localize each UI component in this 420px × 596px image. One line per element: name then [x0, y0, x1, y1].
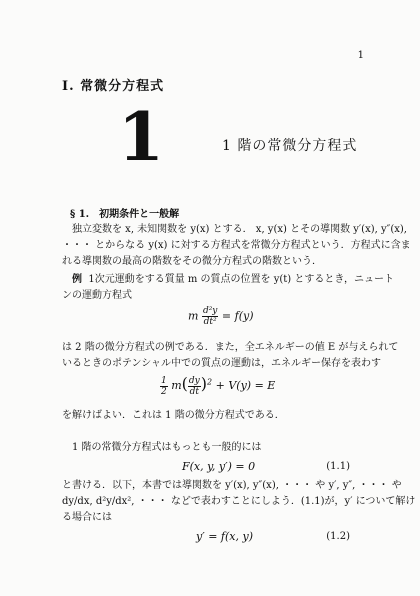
eq-energy-inner-num: dy	[188, 375, 200, 386]
para2-line2: いるときのポテンシャル中での質点の運動は，エネルギー保存を表わす	[62, 358, 382, 369]
chapter-number: 1	[118, 98, 164, 176]
eq-energy-inner-den: dt	[189, 386, 200, 397]
example-label: 例	[72, 274, 82, 285]
eq-energy-den: 2	[161, 386, 167, 397]
part-heading: I. 常微分方程式	[62, 79, 165, 94]
equation-1-2-label: (1.2)	[326, 531, 350, 542]
eq-energy-sup: 2	[207, 377, 213, 387]
para4: 1 階の常微分方程式はもっとも一般的には	[72, 442, 262, 453]
eq-energy-mass: m	[171, 379, 182, 392]
example-line2: ンの運動方程式	[62, 290, 132, 301]
para5-line2: dy/dx, d²y/dx², ・・・ などで表わすことにしよう．(1.1)が，y′ について解け	[62, 496, 416, 507]
example-line1	[72, 272, 394, 288]
page-number: 1	[357, 50, 364, 61]
example-text-1: 1次元運動をする質量 m の質点の位置を y(t) とするとき，ニュート	[88, 274, 394, 285]
equation-energy: $\frac{1}{2}$ m( $\frac{dy}{dt}$ )$^2$ + V(y) = E	[161, 374, 276, 397]
equation-1-1-label: (1.1)	[326, 461, 350, 472]
eq-newton-rhs: = f(y)	[221, 309, 254, 323]
para1-line1: 独立変数を x, 未知関数を y(x) とする． x, y(x) とその導関数 y′(x), y″(x),	[72, 224, 407, 235]
eq-energy-num: 1	[161, 375, 167, 386]
eq-newton-factor: m	[188, 309, 199, 323]
eq-energy-deriv	[188, 376, 201, 397]
equation-newton	[188, 306, 254, 327]
section-heading: § 1. 初期条件と一般解	[70, 209, 180, 220]
para1-line3: れる導関数の最高の階数をその微分方程式の階数という．	[62, 256, 322, 267]
equation-1-1: F(x, y, y′) = 0	[182, 460, 256, 473]
para1-line2: ・・・ とからなる y(x) に対する方程式を常微分方程式という．方程式に含ま	[62, 240, 411, 251]
eq-newton-den: dt²	[203, 317, 217, 327]
para5-line1: と書ける．以下，本書では導関数を y′(x), y″(x), ・・・ や y′, y″, ・・・ や	[62, 480, 402, 491]
eq-energy-rhs: + V(y) = E	[215, 379, 276, 392]
para5-line3: る場合には	[62, 512, 112, 523]
para3: を解けばよい．これは 1 階の微分方程式である．	[62, 410, 285, 421]
equation-1-2: y′ = f(x, y)	[196, 530, 253, 543]
para2-line1: は 2 階の微分方程式の例である．また，全エネルギーの値 E が与えられて	[62, 342, 399, 353]
eq-newton-num: d²y	[202, 306, 218, 316]
eq-newton-fraction	[202, 306, 218, 327]
eq-energy-half	[160, 376, 168, 397]
chapter-title: 1 階の常微分方程式	[222, 138, 358, 154]
